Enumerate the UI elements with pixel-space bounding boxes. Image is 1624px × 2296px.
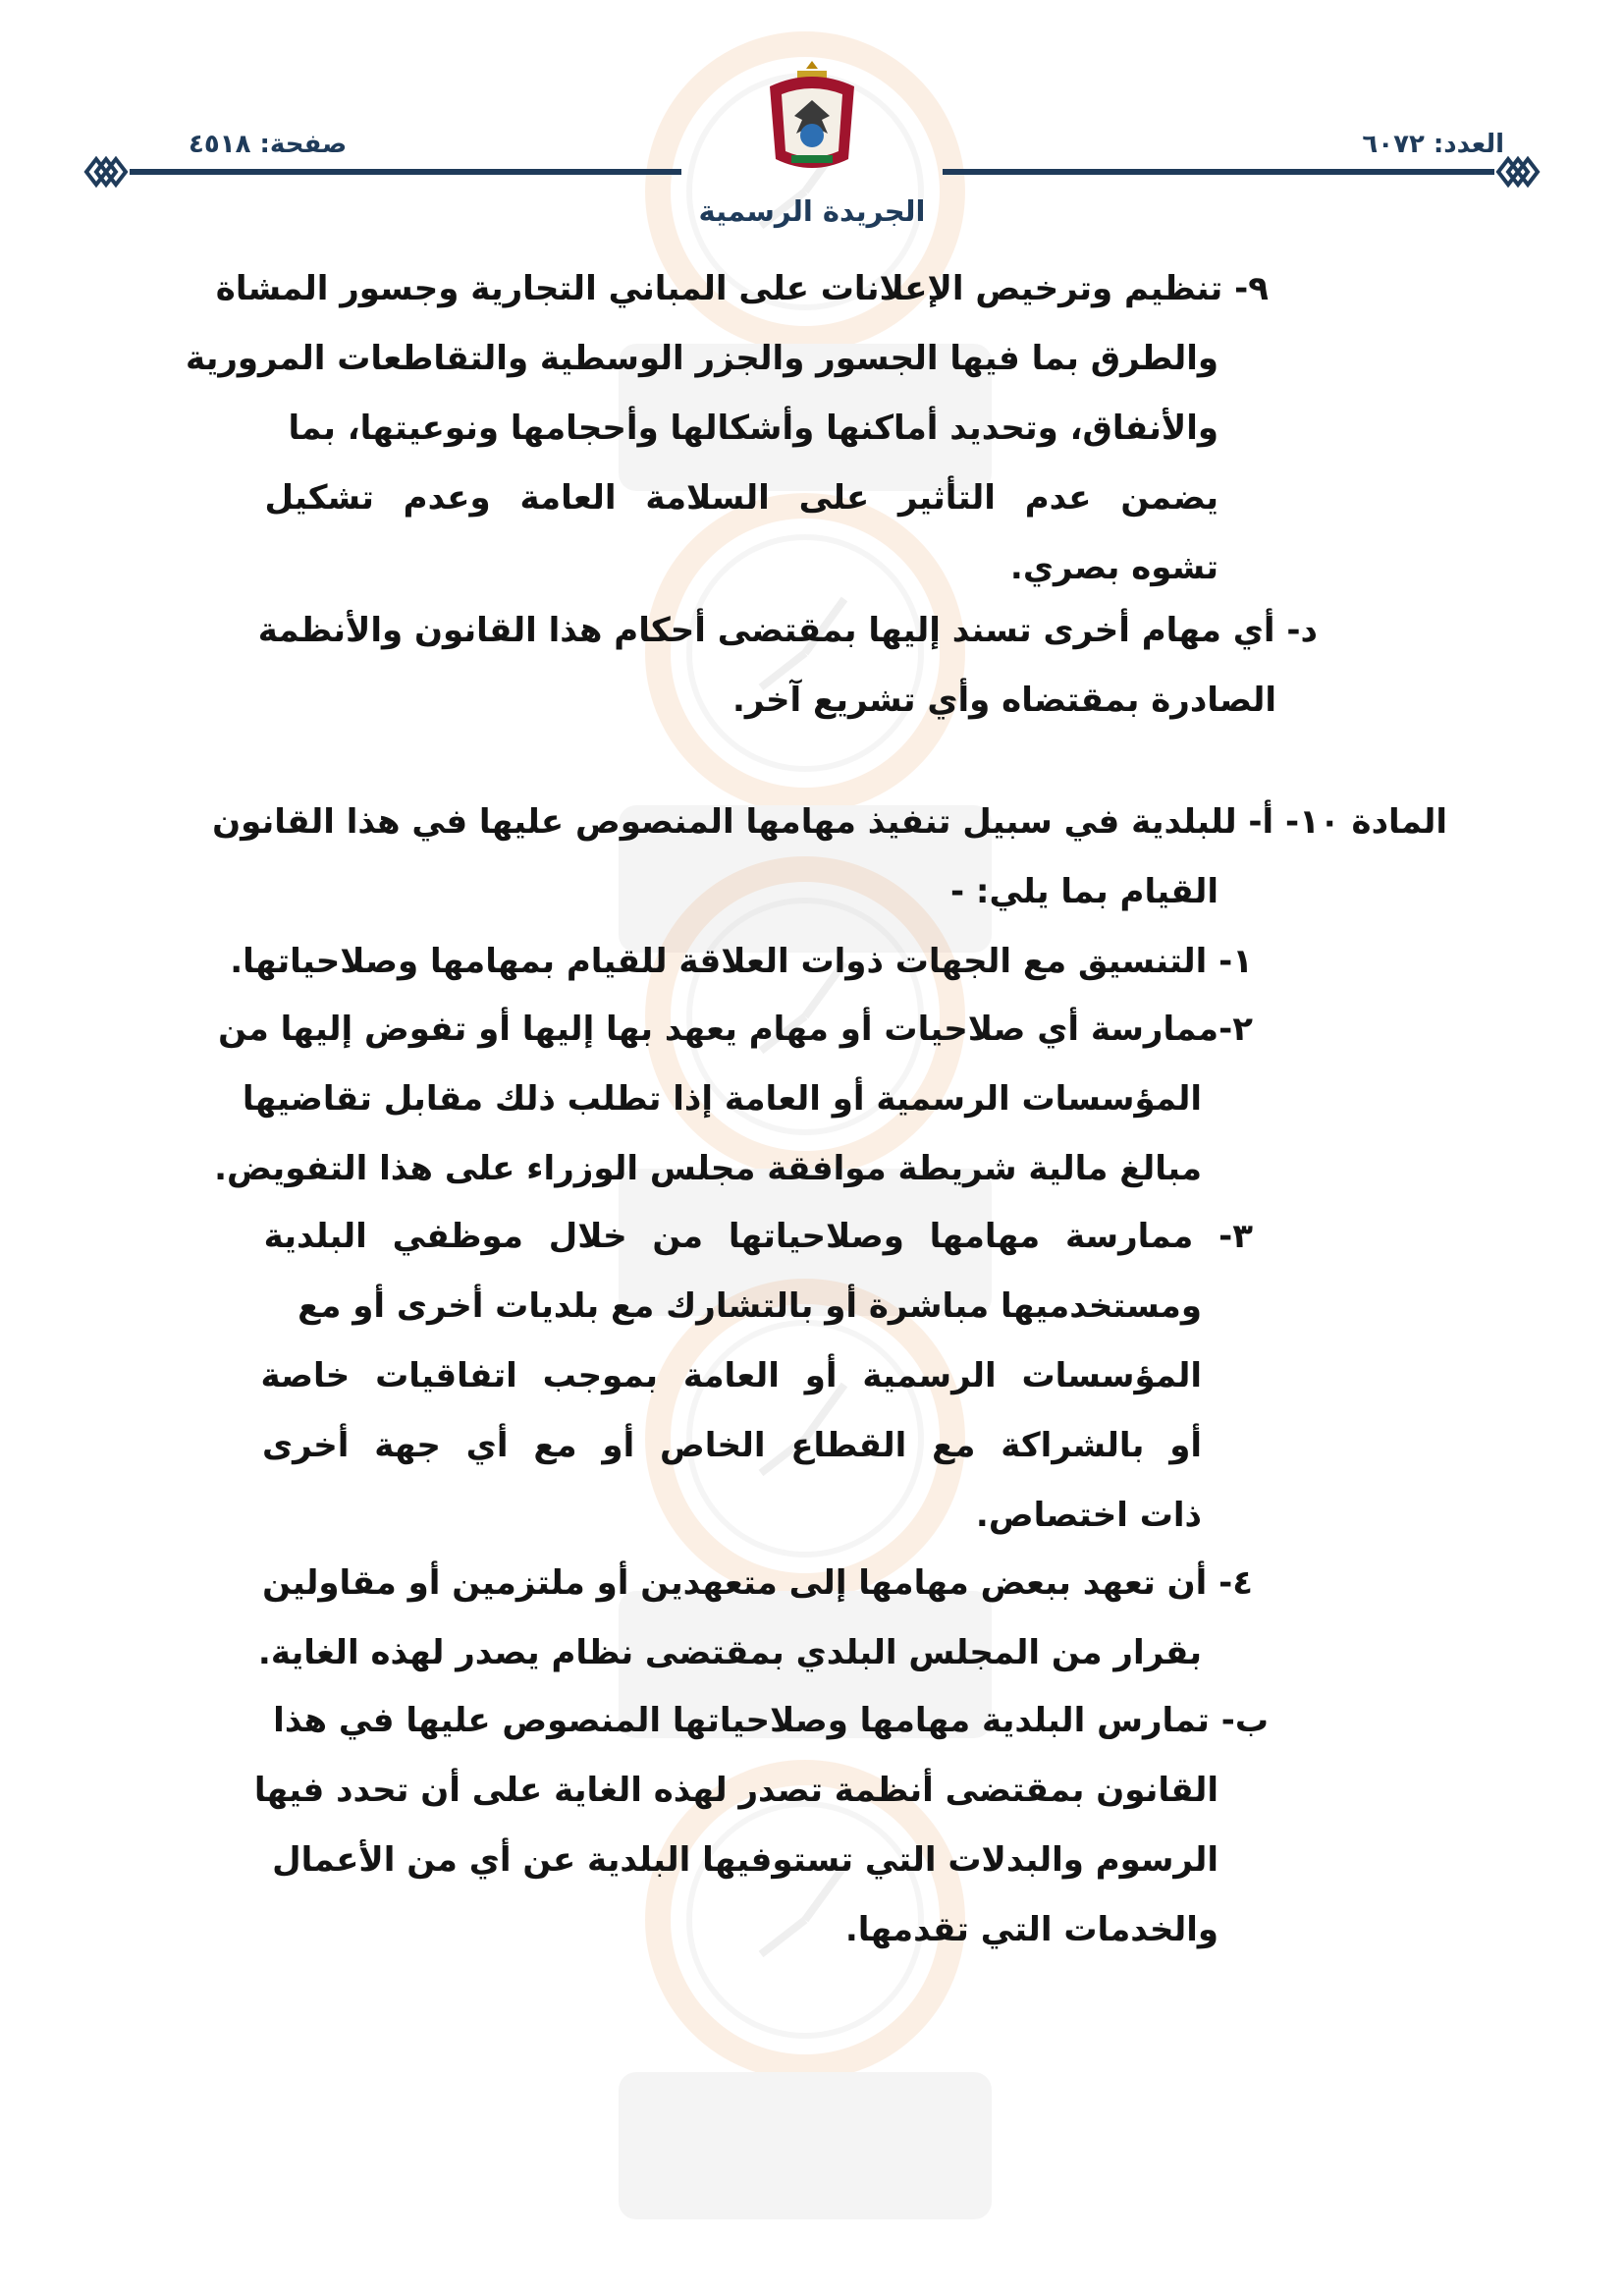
text-line: د- أي مهام أخرى تسند إليها بمقتضى أحكام هذا القانون والأنظمة: [257, 611, 1318, 650]
text-line: أو بالشراكة مع القطاع الخاص أو مع أي جهة أخرى: [261, 1426, 1202, 1465]
page-number: صفحة: ٤٥١٨: [189, 130, 348, 159]
text-line: يضمن عدم التأثير على السلامة العامة وعدم تشكيل: [264, 478, 1218, 518]
clock-logo-icon: [550, 1748, 1060, 2259]
text-line: ٣- ممارسة مهامها وصلاحياتها من خلال موظفي البلدية: [263, 1217, 1253, 1256]
coat-of-arms-icon: [762, 57, 862, 177]
text-line: والطرق بما فيها الجسور والجزر الوسطية والتقاطعات المرورية: [185, 339, 1218, 378]
text-line: المؤسسات الرسمية أو العامة بموجب اتفاقيات خاصة: [260, 1356, 1202, 1395]
watermark: [550, 1748, 1060, 2259]
text-line: المادة ١٠- أ- للبلدية في سبيل تنفيذ مهامها المنصوص عليها في هذا القانون: [212, 802, 1447, 842]
text-line: ب- تمارس البلدية مهامها وصلاحياتها المنصوص عليها في هذا: [273, 1701, 1269, 1740]
text-line: ذات اختصاص.: [975, 1496, 1202, 1535]
header-rule: [943, 169, 1494, 175]
text-line: والأنفاق، وتحديد أماكنها وأشكالها وأحجامها ونوعيتها، بما: [288, 409, 1218, 448]
knot-ornament-icon: [1494, 151, 1542, 192]
text-line: القيام بما يلي: -: [949, 872, 1218, 911]
text-line: الصادرة بمقتضاه وأي تشريع آخر.: [731, 681, 1276, 720]
text-line: القانون بمقتضى أنظمة تصدر لهذه الغاية على أن تحدد فيها: [253, 1771, 1218, 1810]
text-line: المؤسسات الرسمية أو العامة إذا تطلب ذلك مقابل تقاضيها: [242, 1079, 1202, 1119]
text-line: ومستخدميها مباشرة أو بالتشارك مع بلديات أخرى أو مع: [298, 1286, 1202, 1326]
text-line: ٢-ممارسة أي صلاحيات أو مهام يعهد بها إليها أو تفوض إليها من: [218, 1010, 1253, 1049]
text-line: مبالغ مالية شريطة موافقة مجلس الوزراء على هذا التفويض.: [214, 1149, 1202, 1188]
text-line: والخدمات التي تقدمها.: [844, 1910, 1218, 1949]
text-line: بقرار من المجلس البلدي بمقتضى نظام يصدر لهذه الغاية.: [257, 1633, 1202, 1672]
issue-number: العدد: ٦٠٧٢: [1362, 130, 1504, 159]
text-line: تشوه بصري.: [1009, 548, 1218, 587]
text-line: ٩- تنظيم وترخيص الإعلانات على المباني التجارية وجسور المشاة: [215, 269, 1269, 308]
text-line: الرسوم والبدلات التي تستوفيها البلدية عن أي من الأعمال: [272, 1840, 1218, 1880]
gazette-title: الجريدة الرسمية: [698, 194, 926, 228]
text-line: ٤- أن تعهد ببعض مهامها إلى متعهدين أو ملتزمين أو مقاولين: [262, 1563, 1253, 1603]
knot-ornament-icon: [82, 151, 130, 192]
header-rule: [130, 169, 681, 175]
text-line: ١- التنسيق مع الجهات ذوات العلاقة للقيام بمهامها وصلاحياتها.: [230, 942, 1253, 981]
